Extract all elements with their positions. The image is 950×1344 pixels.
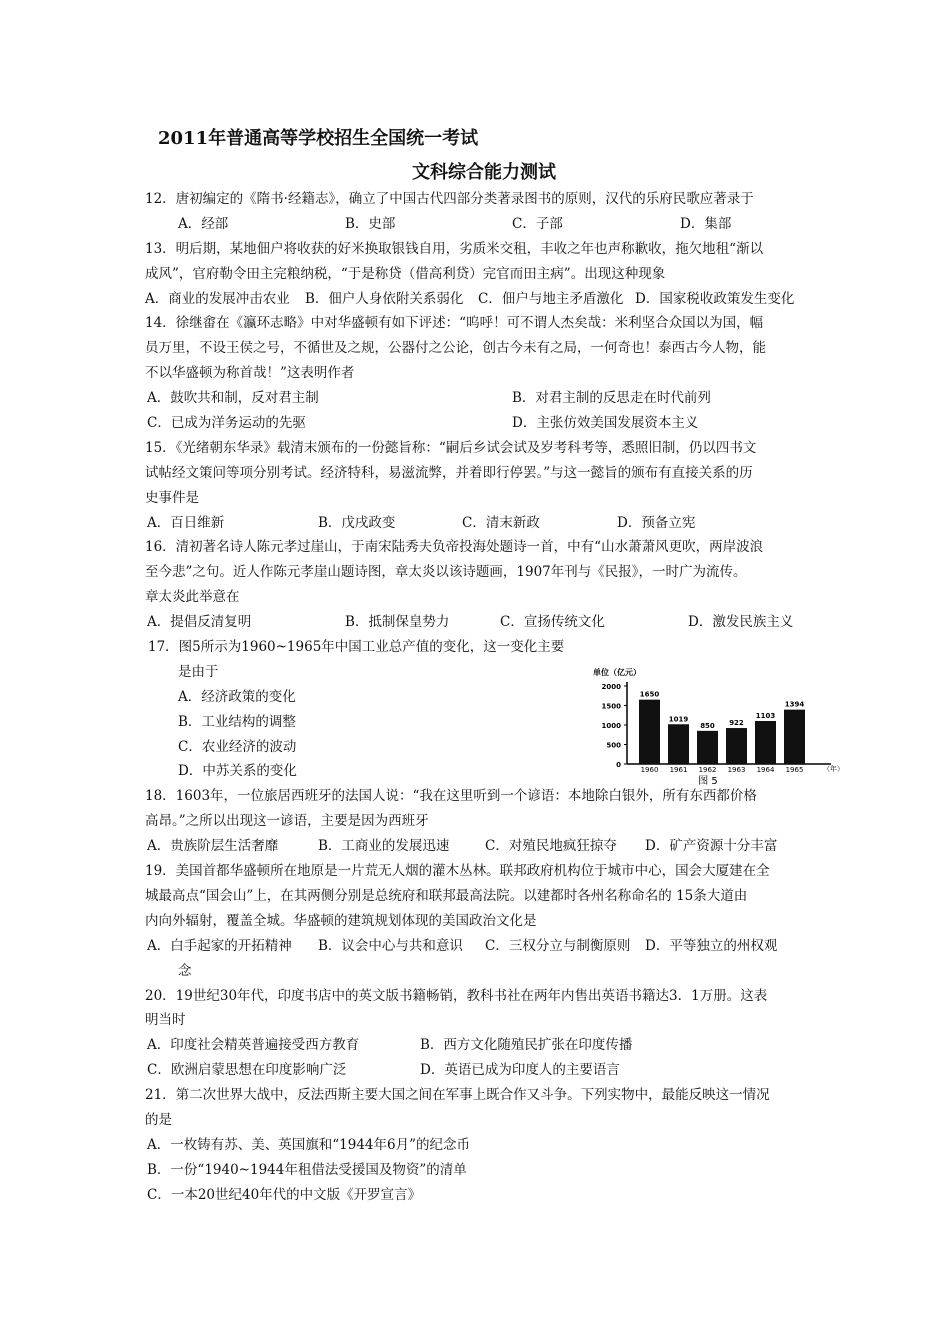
option: D．主张仿效美国发展资本主义 <box>512 415 699 432</box>
q21-stem: 的是 <box>145 1111 172 1128</box>
option: B．一份“1940~1944年租借法受援国及物资”的清单 <box>147 1161 467 1178</box>
option: C．已成为洋务运动的先驱 <box>147 415 306 432</box>
option: A．百日维新 <box>147 514 225 531</box>
q13-stem: 成风”，官府勒令田主完粮纳税，“于是称贷（借高利贷）完官而田主病”。出现这种现象 <box>145 265 666 282</box>
option: C．佃户与地主矛盾激化 <box>478 290 624 307</box>
bar-value-label: 850 <box>700 721 715 730</box>
q19-stem: 城最高点“国会山”上，在其两侧分别是总统府和联邦最高法院。以建都时各州名称命名的 15条大道由 <box>145 887 748 904</box>
bar <box>784 710 805 764</box>
q15-stem: 试帖经文策问等项分别考试。经济特科，易滋流弊，并着即行停罢。”与这一懿旨的颁布有直接关系的历 <box>145 464 753 481</box>
y-tick-label: 1000 <box>601 722 621 730</box>
option: A．商业的发展冲击农业 <box>145 290 290 307</box>
option: A．提倡反清复明 <box>147 614 252 631</box>
bars <box>639 691 805 774</box>
figure-caption: 图 5 <box>698 776 718 787</box>
x-tick-label: 1962 <box>698 766 717 774</box>
q18-stem: 高昂。”之所以出现这一谚语，主要是因为西班牙 <box>145 813 429 830</box>
x-tick-label: 1961 <box>669 766 688 774</box>
option: B．戊戌政变 <box>318 514 396 531</box>
q12-stem: 12．唐初编定的《隋书·经籍志》，确立了中国古代四部分类著录图书的原则，汉代的乐府民歌应著录于 <box>145 191 754 207</box>
option: B．议会中心与共和意识 <box>318 937 463 954</box>
bar-value-label: 922 <box>729 719 744 728</box>
x-tick-label: 1965 <box>785 766 804 774</box>
option: D．激发民族主义 <box>688 614 794 631</box>
q19-stem: 19．美国首都华盛顿所在地原是一片荒无人烟的灌木丛林。联邦政府机构位于城市中心，国会大厦建在全 <box>145 863 770 880</box>
q14-stem: 员万里，不设王侯之号，不循世及之规，公器付之公论，创古今未有之局，一何奇也！泰西古今人物，能 <box>145 340 766 357</box>
option: B．对君主制的反思走在时代前列 <box>512 390 711 407</box>
option: C．对殖民地疯狂掠夺 <box>485 838 617 855</box>
option: A．经部 <box>178 215 229 232</box>
option: A．白手起家的开拓精神 <box>147 937 292 954</box>
y-tick-label: 500 <box>606 741 621 750</box>
option: B．工业结构的调整 <box>178 713 296 730</box>
q20-stem: 20．19世纪30年代，印度书店中的英文版书籍畅销，教科书社在两年内售出英语书籍达3．1万册。这表 <box>145 987 768 1004</box>
option: A．一枚铸有苏、美、英国旗和“1944年6月”的纪念币 <box>147 1136 470 1153</box>
q17-stem: 17．图5所示为1960~1965年中国工业总产值的变化，这一变化主要 <box>148 639 565 656</box>
q19-stem: 内向外辐射，覆盖全城。华盛顿的建筑规划体现的美国政治文化是 <box>145 912 537 929</box>
bar-value-label: 1019 <box>668 715 689 724</box>
bar <box>697 731 718 764</box>
option: B．西方文化随殖民扩张在印度传播 <box>420 1037 633 1054</box>
bar-value-label: 1103 <box>755 711 776 720</box>
option: D．中苏关系的变化 <box>178 763 297 780</box>
x-tick-label: 1960 <box>640 766 659 774</box>
q13-options <box>145 287 815 312</box>
q13-stem: 13．明后期，某地佃户将收获的好米换取银钱自用，劣质米交租，丰收之年也声称歉收，拖欠地租“渐以 <box>145 240 764 257</box>
option: D．国家税收政策发生变化 <box>635 290 795 307</box>
bar <box>755 721 776 764</box>
exam-subtitle: 文科综合能力测试 <box>412 162 556 183</box>
bar-value-label: 1650 <box>639 690 660 699</box>
option: B．佃户人身依附关系弱化 <box>305 290 464 307</box>
option-wrap: 念 <box>178 962 192 979</box>
q16-stem: 16．清初著名诗人陈元孝过崖山，于南宋陆秀夫负帝投海处题诗一首，中有“山水萧萧风更吹，两岸波浪 <box>145 539 764 556</box>
q16-stem: 章太炎此举意在 <box>145 589 240 606</box>
bar <box>726 728 747 764</box>
x-tick-label: 1963 <box>727 766 746 774</box>
option: C．宣扬传统文化 <box>500 614 605 631</box>
option: D．英语已成为印度人的主要语言 <box>420 1062 620 1079</box>
q16-stem: 至今悲”之句。近人作陈元孝崖山题诗图，章太炎以该诗题画，1907年刊与《民报》，一时广为流传。 <box>145 564 747 581</box>
option: C．农业经济的波动 <box>178 738 297 755</box>
q18-stem: 18．1603年，一位旅居西班牙的法国人说：“我在这里听到一个谚语：本地除白银外，所有东西都价格 <box>145 788 757 805</box>
bar-value-label: 1394 <box>784 700 805 709</box>
option: D．集部 <box>680 215 732 232</box>
y-tick-label: 0 <box>616 761 621 769</box>
option: C．欧洲启蒙思想在印度影响广泛 <box>147 1062 347 1079</box>
q15-stem: 15．《光绪朝东华录》载清末颁布的一份懿旨称：“嗣后乡试会试及岁考科考等，悉照旧制，仍以四书文 <box>145 439 757 456</box>
bar <box>639 700 660 764</box>
option: C．清末新政 <box>462 514 540 531</box>
q21-stem: 21．第二次世界大战中，反法西斯主要大国之间在军事上既合作又斗争。下列实物中，最能反映这一情况 <box>145 1087 770 1104</box>
figure-5-bar-chart <box>583 663 844 788</box>
bar <box>668 724 689 764</box>
option: B．抵制保皇势力 <box>345 614 450 631</box>
q14-stem: 不以华盛顿为称首哉！”这表明作者 <box>145 365 355 382</box>
q20-stem: 明当时 <box>145 1012 186 1029</box>
option: A．经济政策的变化 <box>178 688 296 705</box>
option: C．一本20世纪40年代的中文版《开罗宣言》 <box>147 1186 422 1203</box>
y-tick-label: 2000 <box>601 683 621 691</box>
exam-title: 2011年普通高等学校招生全国统一考试 <box>158 128 479 149</box>
y-unit-label: 单位（亿元） <box>593 668 641 677</box>
q15-stem: 史事件是 <box>145 489 199 506</box>
q17-stem: 是由于 <box>178 663 219 680</box>
option: D．矿产资源十分丰富 <box>645 838 778 855</box>
option: A．印度社会精英普遍接受西方教育 <box>147 1037 360 1054</box>
q14-stem: 14．徐继畬在《瀛环志略》中对华盛顿有如下评述：“呜呼！可不谓人杰矣哉：米利坚合众国以为国，幅 <box>145 315 764 332</box>
q12-options <box>145 212 815 237</box>
option: C．子部 <box>512 215 563 232</box>
option: A．贵族阶层生活奢靡 <box>147 838 279 855</box>
option: B．工商业的发展迅速 <box>318 838 450 855</box>
x-tick-label: 1964 <box>756 766 775 774</box>
option: A．鼓吹共和制，反对君主制 <box>147 390 319 407</box>
option: C．三权分立与制衡原则 <box>485 937 631 954</box>
option: B．史部 <box>345 215 396 232</box>
option: D．平等独立的州权观 <box>645 937 778 954</box>
option: D．预备立宪 <box>617 514 696 531</box>
y-tick-label: 1500 <box>601 702 621 711</box>
x-unit-label: （年） <box>823 765 844 773</box>
